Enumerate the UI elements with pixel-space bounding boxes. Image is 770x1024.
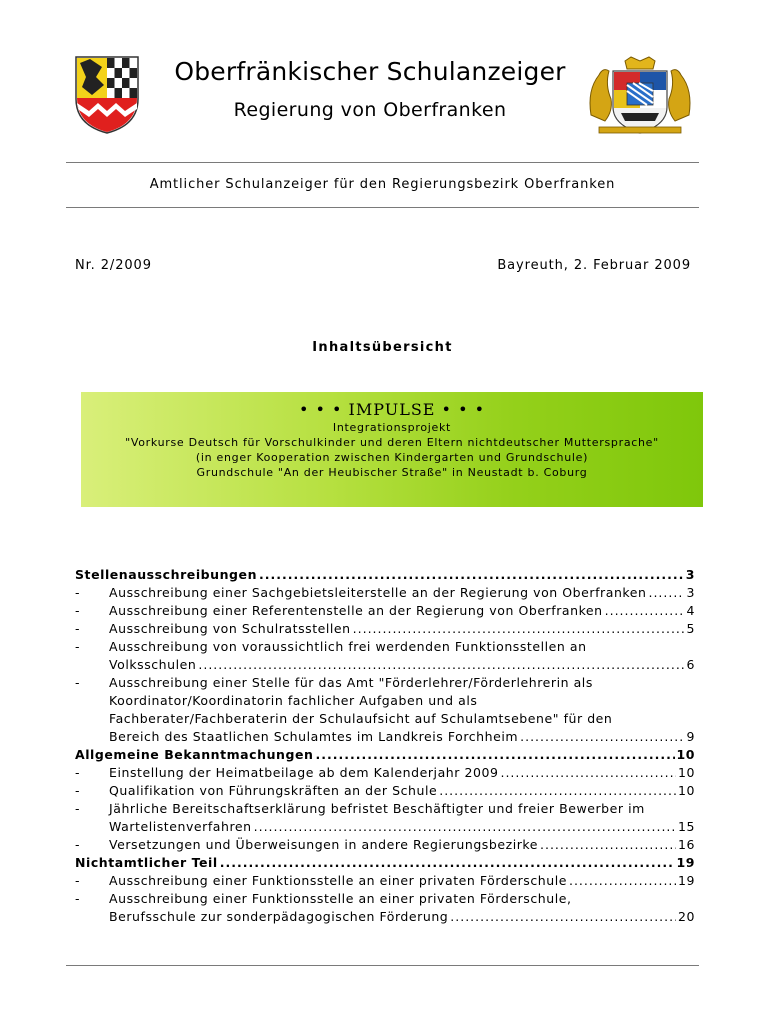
table-of-contents bbox=[75, 566, 695, 926]
toc-page-number: 5 bbox=[686, 621, 695, 636]
issue-number: Nr. 2/2009 bbox=[75, 258, 152, 273]
toc-entry-continued: Fachberater/Fachberaterin der Schulaufsicht auf Schulamtsebene" für den bbox=[109, 711, 613, 726]
toc-page-number: 10 bbox=[677, 783, 695, 798]
impulse-line: Grundschule "An der Heubischer Straße" in Neustadt b. Coburg bbox=[196, 466, 588, 479]
toc-section-stellenausschreibungen[interactable]: Stellenausschreibungen ..... 3 bbox=[75, 566, 695, 584]
toc-page-number: 3 bbox=[685, 567, 695, 582]
toc-page-number: 9 bbox=[686, 729, 695, 744]
toc-entry-continued[interactable]: Wartelistenverfahren ..... 15 bbox=[75, 818, 695, 836]
impulse-line: (in enger Kooperation zwischen Kindergarten und Grundschule) bbox=[195, 451, 589, 464]
toc-page-number: 10 bbox=[677, 765, 695, 780]
toc-entry[interactable]: - Jährliche Bereitschaftserklärung befristet Beschäftigter und freier Bewerber im bbox=[75, 801, 645, 816]
impulse-line: Integrationsprojekt bbox=[332, 421, 452, 434]
toc-section-nichtamtlicher-teil[interactable]: Nichtamtlicher Teil ..... 19 bbox=[75, 854, 695, 872]
impulse-title: • • • IMPULSE • • • bbox=[298, 400, 486, 419]
toc-entry-continued[interactable]: Berufsschule zur sonderpädagogischen Förderung ..... 20 bbox=[75, 908, 695, 926]
toc-page-number: 19 bbox=[676, 855, 695, 870]
toc-page-number: 15 bbox=[677, 819, 695, 834]
footer-divider bbox=[66, 965, 699, 966]
toc-entry[interactable]: - Qualifikation von Führungskräften an der Schule ..... 10 bbox=[75, 782, 695, 800]
toc-section-allgemeine-bekanntmachungen[interactable]: Allgemeine Bekanntmachungen ..... 10 bbox=[75, 746, 695, 764]
toc-entry[interactable]: - Ausschreibung von Schulratsstellen ..... 5 bbox=[75, 620, 695, 638]
toc-entry[interactable]: - Ausschreibung einer Sachgebietsleiterstelle an der Regierung von Oberfranken ..... 3 bbox=[75, 584, 695, 602]
document-title: Oberfränkischer Schulanzeiger bbox=[174, 57, 566, 86]
toc-entry[interactable]: - Ausschreibung einer Referentenstelle an der Regierung von Oberfranken ..... 4 bbox=[75, 602, 695, 620]
toc-page-number: 6 bbox=[686, 657, 695, 672]
toc-page-number: 3 bbox=[686, 585, 695, 600]
document-subtitle: Regierung von Oberfranken bbox=[233, 99, 507, 121]
toc-entry[interactable]: - Ausschreibung einer Funktionsstelle an einer privaten Förderschule ..... 19 bbox=[75, 872, 695, 890]
toc-entry[interactable]: - Einstellung der Heimatbeilage ab dem Kalenderjahr 2009 ..... 10 bbox=[75, 764, 695, 782]
toc-page-number: 4 bbox=[686, 603, 695, 618]
toc-entry[interactable]: - Ausschreibung einer Funktionsstelle an einer privaten Förderschule, bbox=[75, 891, 572, 906]
impulse-line: "Vorkurse Deutsch für Vorschulkinder und deren Eltern nichtdeutscher Muttersprache" bbox=[125, 436, 659, 449]
header-divider-top bbox=[66, 162, 699, 163]
toc-page-number: 16 bbox=[677, 837, 695, 852]
toc-entry-continued[interactable]: Bereich des Staatlichen Schulamtes im Landkreis Forchheim ..... 9 bbox=[75, 728, 695, 746]
toc-entry[interactable]: - Ausschreibung einer Stelle für das Amt "Förderlehrer/Förderlehrerin als bbox=[75, 675, 593, 690]
toc-entry[interactable]: - Versetzungen und Überweisungen in andere Regierungsbezirke ..... 16 bbox=[75, 836, 695, 854]
bavaria-coat-of-arms-icon bbox=[585, 55, 695, 137]
toc-heading: Inhaltsübersicht bbox=[312, 340, 453, 355]
toc-page-number: 19 bbox=[677, 873, 695, 888]
toc-entry-continued: Koordinator/Koordinatorin fachlicher Aufgaben und als bbox=[109, 693, 478, 708]
place-date: Bayreuth, 2. Februar 2009 bbox=[497, 258, 691, 273]
toc-entry-continued[interactable]: Volksschulen ..... 6 bbox=[75, 656, 695, 674]
oberfranken-coat-of-arms-icon bbox=[72, 55, 142, 135]
official-gazette-line: Amtlicher Schulanzeiger für den Regierungsbezirk Oberfranken bbox=[149, 177, 616, 192]
toc-page-number: 10 bbox=[676, 747, 695, 762]
toc-entry[interactable]: - Ausschreibung von voraussichtlich frei werdenden Funktionsstellen an bbox=[75, 639, 587, 654]
toc-page-number: 20 bbox=[677, 909, 695, 924]
impulse-banner bbox=[81, 392, 703, 507]
header-divider-bottom bbox=[66, 207, 699, 208]
